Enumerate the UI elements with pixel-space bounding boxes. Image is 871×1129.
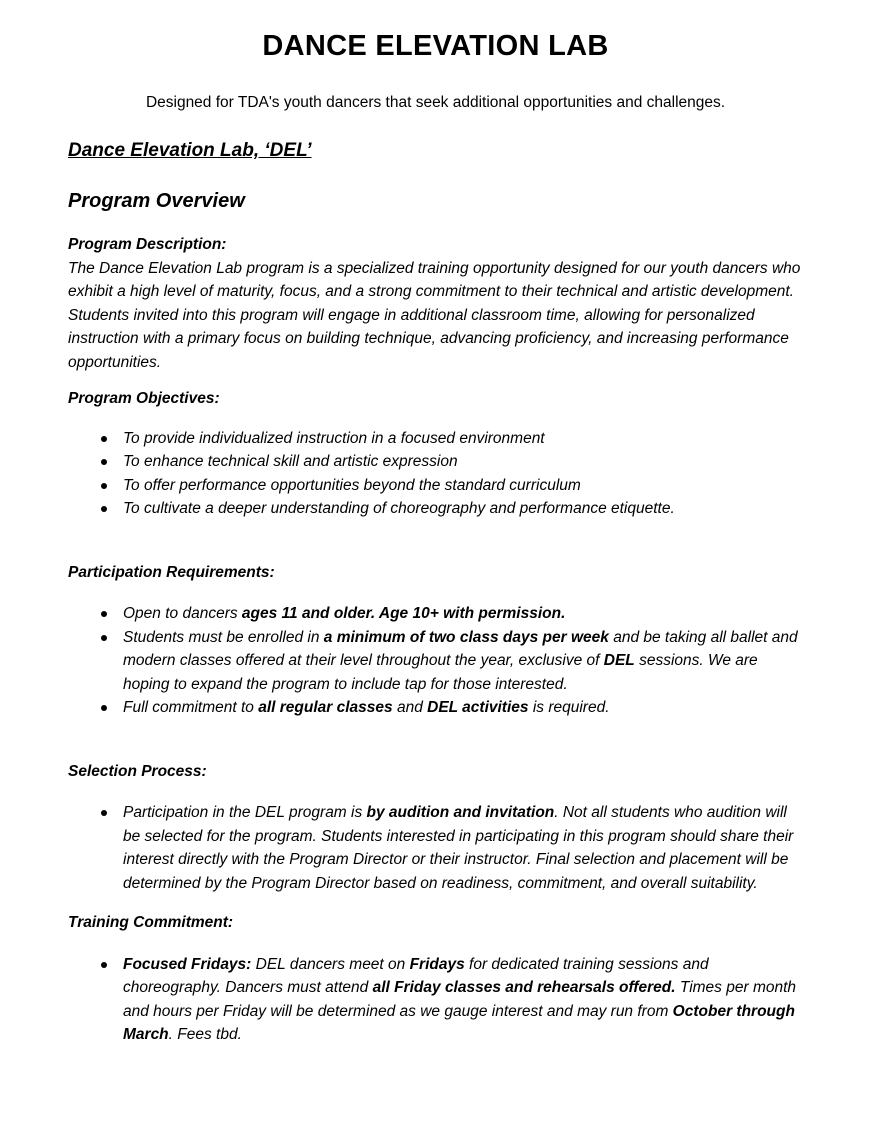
list-item: Students must be enrolled in a minimum of two class days per week and be taking all ballet and modern classes offered at their level throughout the year, exclusive of DEL sessions. We are hoping to expand the program to include tap for those interested. <box>68 626 803 697</box>
selection-process-heading: Selection Process: <box>68 762 207 780</box>
heading-program-overview: Program Overview <box>68 190 245 212</box>
program-objectives-heading: Program Objectives: <box>68 390 220 407</box>
participation-requirements-heading: Participation Requirements: <box>68 563 275 581</box>
heading-dance-elevation-lab: Dance Elevation Lab, ‘DEL’ <box>68 140 312 161</box>
training-commitment-heading: Training Commitment: <box>68 914 234 931</box>
list-item: Full commitment to all regular classes and DEL activities is required. <box>68 696 803 720</box>
section-participation-requirements <box>68 561 803 720</box>
participation-requirements-list <box>68 602 803 720</box>
section-program-objectives <box>68 387 803 521</box>
document-subtitle: Designed for TDA's youth dancers that seek additional opportunities and challenges. <box>145 94 726 111</box>
program-objectives-list <box>68 427 803 521</box>
section-selection-process <box>68 760 803 896</box>
list-item: To provide individualized instruction in a focused environment <box>68 427 803 451</box>
section-training-commitment <box>68 911 803 1047</box>
section-program-description <box>68 233 803 374</box>
list-item: Open to dancers ages 11 and older. Age 10+ with permission. <box>68 602 803 626</box>
list-item: Focused Fridays: DEL dancers meet on Fridays for dedicated training sessions and choreography. Dancers must attend all Friday classes and rehearsals offered. Times per month and hours per Friday will be determined as we gauge interest and may run from October through March. Fees tbd. <box>68 953 803 1047</box>
list-item: Participation in the DEL program is by audition and invitation. Not all students who audition will be selected for the program. Students interested in participating in this program should share their interest directly with the Program Director or their instructor. Final selection and placement will be determined by the Program Director based on readiness, commitment, and overall suitability. <box>68 801 803 895</box>
training-commitment-list <box>68 953 803 1047</box>
program-description-paragraph: The Dance Elevation Lab program is a specialized training opportunity designed for our youth dancers who exhibit a high level of maturity, focus, and a strong commitment to their technical and artistic development. Students invited into this program will engage in additional classroom time, allowing for personalized instruction with a primary focus on building technique, advancing proficiency, and increasing performance opportunities. <box>68 259 801 371</box>
selection-process-list <box>68 801 803 895</box>
program-description-heading: Program Description: <box>68 236 227 253</box>
list-item: To cultivate a deeper understanding of choreography and performance etiquette. <box>68 497 803 521</box>
document-title: DANCE ELEVATION LAB <box>262 30 609 62</box>
list-item: To offer performance opportunities beyond the standard curriculum <box>68 474 803 498</box>
list-item: To enhance technical skill and artistic expression <box>68 450 803 474</box>
